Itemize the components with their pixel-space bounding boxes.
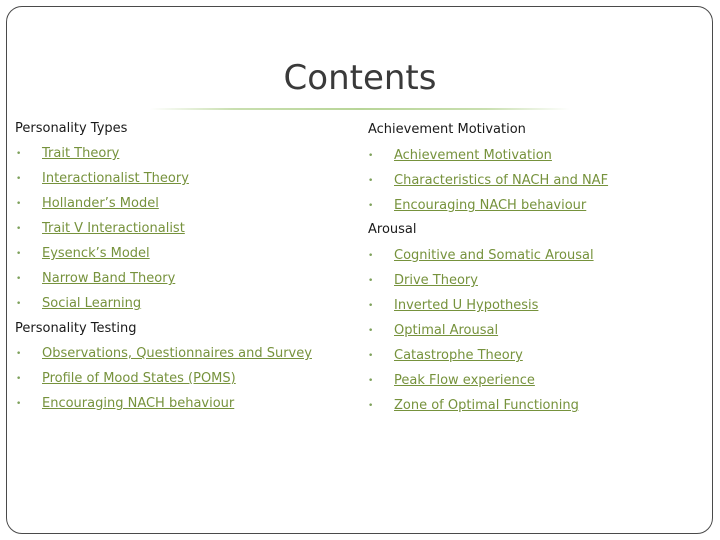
toc-link-inverted-u[interactable]: Inverted U Hypothesis — [394, 298, 539, 313]
bullet-icon: • — [368, 326, 374, 336]
bullet-icon: • — [16, 224, 22, 234]
bullet-icon: • — [16, 149, 22, 159]
toc-link-trait-theory[interactable]: Trait Theory — [42, 146, 120, 161]
toc-link-trait-v-interactionalist[interactable]: Trait V Interactionalist — [42, 221, 185, 236]
bullet-icon: • — [368, 276, 374, 286]
toc-link-peak-flow[interactable]: Peak Flow experience — [394, 373, 535, 388]
bullet-icon: • — [16, 374, 22, 384]
toc-link-narrow-band-theory[interactable]: Narrow Band Theory — [42, 271, 176, 286]
toc-link-encouraging-nach-right[interactable]: Encouraging NACH behaviour — [394, 198, 587, 213]
bullet-icon: • — [16, 174, 22, 184]
bullet-icon: • — [368, 176, 374, 186]
section-heading-achievement-motivation: Achievement Motivation — [368, 122, 526, 137]
title-underline — [150, 108, 570, 110]
bullet-icon: • — [16, 299, 22, 309]
bullet-icon: • — [16, 274, 22, 284]
bullet-icon: • — [368, 301, 374, 311]
toc-link-cognitive-somatic-arousal[interactable]: Cognitive and Somatic Arousal — [394, 248, 594, 263]
toc-link-encouraging-nach-left[interactable]: Encouraging NACH behaviour — [42, 396, 235, 411]
toc-link-observations[interactable]: Observations, Questionnaires and Survey — [42, 346, 312, 361]
toc-link-zone-optimal-functioning[interactable]: Zone of Optimal Functioning — [394, 398, 579, 413]
section-heading-arousal: Arousal — [368, 222, 417, 237]
bullet-icon: • — [368, 201, 374, 211]
bullet-icon: • — [16, 349, 22, 359]
toc-link-achievement-motivation[interactable]: Achievement Motivation — [394, 148, 552, 163]
bullet-icon: • — [16, 399, 22, 409]
toc-link-social-learning[interactable]: Social Learning — [42, 296, 142, 311]
toc-link-drive-theory[interactable]: Drive Theory — [394, 273, 478, 288]
toc-link-catastrophe-theory[interactable]: Catastrophe Theory — [394, 348, 523, 363]
bullet-icon: • — [16, 199, 22, 209]
bullet-icon: • — [368, 251, 374, 261]
toc-link-eysencks-model[interactable]: Eysenck’s Model — [42, 246, 150, 261]
bullet-icon: • — [368, 376, 374, 386]
page-title: Contents — [283, 58, 437, 98]
bullet-icon: • — [368, 151, 374, 161]
bullet-icon: • — [368, 401, 374, 411]
toc-link-poms[interactable]: Profile of Mood States (POMS) — [42, 371, 236, 386]
section-heading-personality-types: Personality Types — [15, 121, 128, 136]
bullet-icon: • — [368, 351, 374, 361]
toc-link-interactionalist-theory[interactable]: Interactionalist Theory — [42, 171, 189, 186]
toc-link-hollanders-model[interactable]: Hollander’s Model — [42, 196, 159, 211]
toc-link-characteristics-nach-naf[interactable]: Characteristics of NACH and NAF — [394, 173, 609, 188]
bullet-icon: • — [16, 249, 22, 259]
section-heading-personality-testing: Personality Testing — [15, 321, 137, 336]
toc-link-optimal-arousal[interactable]: Optimal Arousal — [394, 323, 499, 338]
